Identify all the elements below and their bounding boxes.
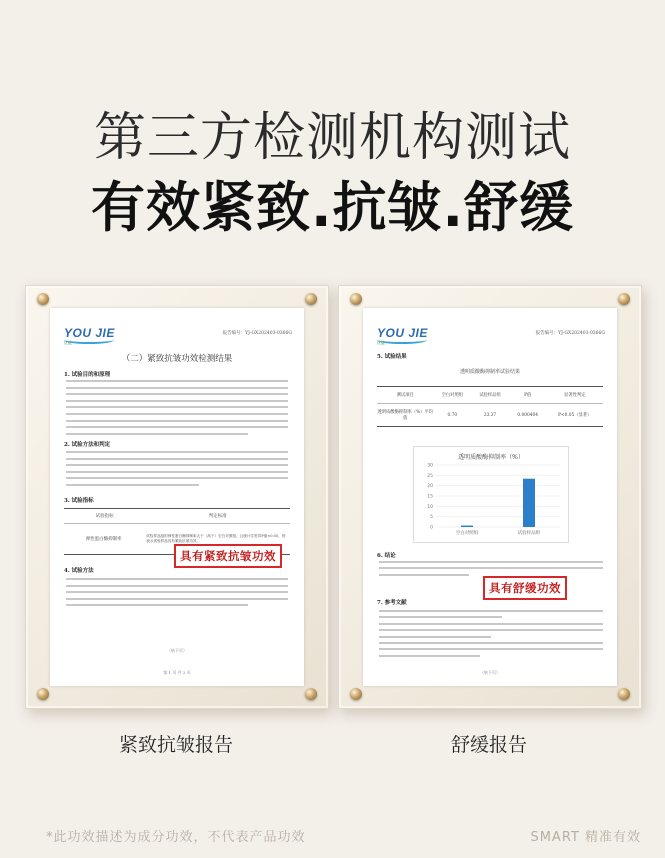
y-tick-label: 5 (430, 515, 433, 521)
frame-bolt-icon (37, 688, 49, 700)
headline-effects: 有效紧致.抗皱.舒缓 (90, 176, 575, 239)
headline-third-party: 第三方检测机构测试 (93, 108, 571, 168)
caption-firming-report: 紧致抗皱报告 (118, 734, 233, 756)
chart-title: 透明质酸酶抑制率（%） (458, 454, 524, 461)
frame-bolt-icon (350, 688, 362, 700)
next-page-note: （转下页） (480, 670, 500, 675)
frame-bolt-icon (37, 293, 49, 305)
y-tick-label: 25 (427, 473, 433, 479)
caption-soothing-report: 舒缓报告 (450, 734, 527, 756)
table-row: 透明质酸酶抑制率（%）平均值 0.70 23.37 0.000404 P<0.05（显著） (377, 410, 592, 421)
report-number: 报告编号：YJ-GX202403-0366G (535, 331, 605, 336)
report-page-firming (50, 308, 304, 686)
brand-tagline: SMART 精准有效 (530, 830, 641, 845)
logo-swoosh-icon (377, 336, 427, 344)
y-tick-label: 0 (430, 525, 433, 531)
y-tick-label: 20 (427, 484, 433, 490)
frame-bolt-icon (350, 293, 362, 305)
section-heading: 4. 试验方法 (64, 568, 94, 574)
report-number: 报告编号：YJ-GX202403-0366G (222, 331, 292, 336)
body-text-block (66, 380, 288, 439)
body-text-block (66, 578, 288, 611)
logo-swoosh-icon (64, 336, 114, 344)
table-row: 弹性蛋白酶抑制率 试验样品组的弹性蛋白酶抑制率大于（高于）空白对照组，且统计学差异P值<0.05，则表示试验样品具有紧致抗皱功效。 (85, 534, 286, 543)
table-header-row: 试验指标 判定标准 (64, 509, 290, 524)
frame-bolt-icon (305, 688, 317, 700)
section-heading: 3. 试验指标 (64, 498, 94, 504)
references-block (379, 610, 603, 661)
results-table-title: 透明质酸酶抑制率试验结果 (459, 369, 520, 375)
section-heading: 5. 试验结果 (377, 354, 407, 360)
frame-bolt-icon (618, 293, 630, 305)
body-text-block (66, 451, 288, 491)
chart-bar (523, 479, 535, 527)
section-heading: 1. 试验目的和原理 (64, 372, 111, 378)
report-frame-firming (25, 285, 329, 709)
lab-logo: YOU JIE 优捷 (377, 326, 428, 345)
results-table (377, 386, 603, 427)
frame-bolt-icon (618, 688, 630, 700)
y-tick-label: 10 (427, 504, 433, 510)
table-header-row: 测试项目 空白对照组 试验样品组 P值 显著性判定 (377, 387, 603, 404)
chart-bar (461, 526, 473, 527)
chart-canvas (414, 447, 568, 542)
section-heading: 7. 参考文献 (377, 600, 407, 606)
y-tick-label: 15 (427, 494, 433, 500)
y-tick-label: 30 (427, 463, 433, 469)
next-page-note: （转下页） (167, 648, 187, 653)
x-tick-label: 试验样品组 (517, 531, 541, 536)
disclaimer-text: *此功效描述为成分功效，不代表产品功效 (46, 830, 306, 845)
report-page-soothing (363, 308, 617, 686)
report-title: （二）紧致抗皱功效检测结果 (121, 354, 233, 364)
x-tick-label: 空白对照组 (455, 531, 479, 536)
frame-bolt-icon (305, 293, 317, 305)
section-heading: 6. 结论 (377, 553, 396, 559)
firming-claim-stamp: 具有紧致抗皱功效 (174, 544, 282, 568)
lab-logo: YOU JIE 优捷 (64, 326, 115, 345)
section-heading: 2. 试验方法和判定 (64, 442, 111, 448)
report-frame-soothing (338, 285, 642, 709)
inhibition-chart (413, 446, 569, 543)
page-number: 第 1 页 共 2 页 (163, 670, 191, 675)
soothing-claim-stamp: 具有舒缓功效 (483, 576, 567, 600)
